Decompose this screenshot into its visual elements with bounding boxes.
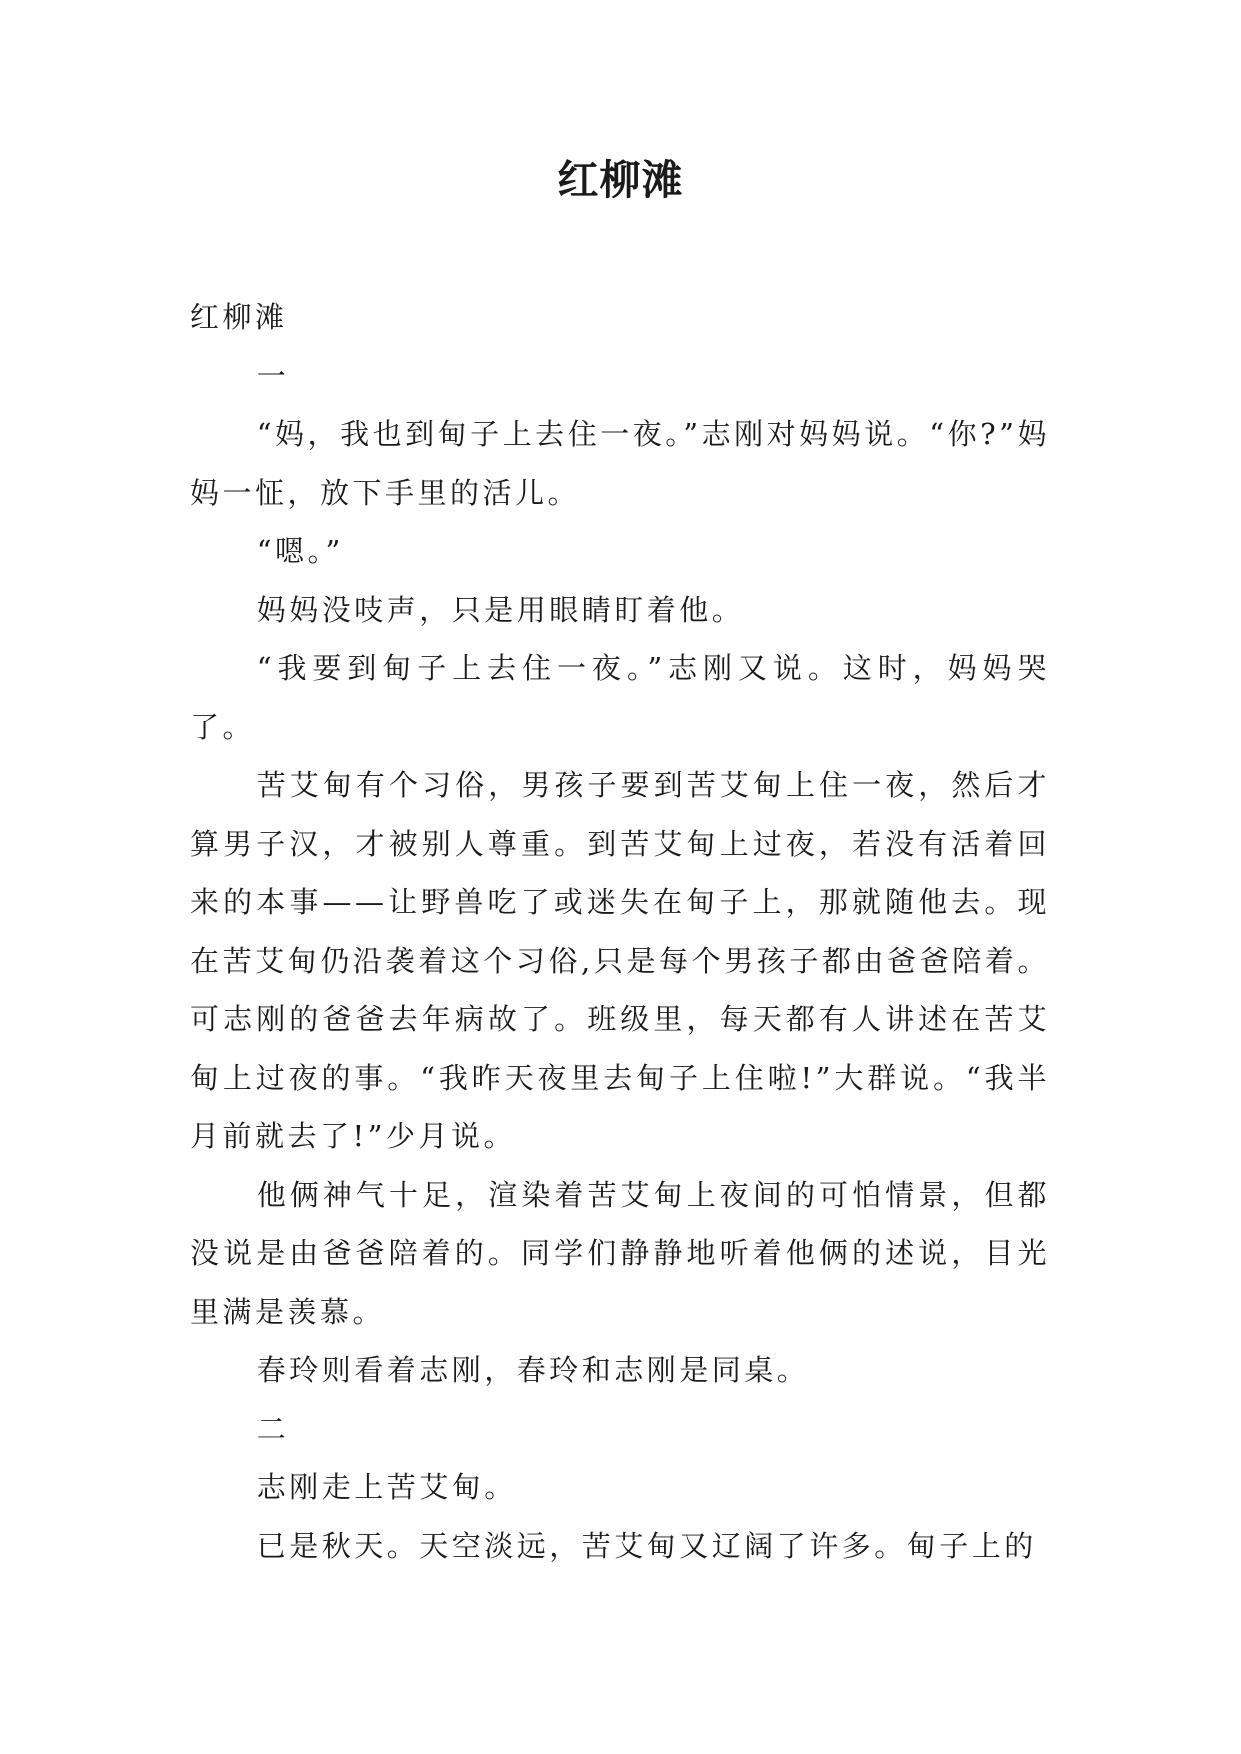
paragraph: 已是秋天。天空淡远，苦艾甸又辽阔了许多。甸子上的	[256, 1528, 1037, 1563]
subtitle-paragraph: 红柳滩	[190, 300, 288, 334]
paragraph: “嗯。”	[256, 534, 344, 568]
paragraph: 妈妈没吱声，只是用眼睛盯着他。	[256, 592, 745, 627]
paragraph: “妈，我也到甸子上去住一夜。”志刚对妈妈说。“你?”妈妈一怔，放下手里的活儿。	[190, 417, 1050, 510]
document-body	[190, 288, 1050, 1575]
section-number: 一	[256, 358, 290, 393]
paragraph: 他俩神气十足，渲染着苦艾甸上夜间的可怕情景，但都没说是由爸爸陪着的。同学们静静地听着他俩的述说，目光里满是羡慕。	[190, 1177, 1050, 1329]
section-number: 二	[256, 1411, 290, 1446]
page-title: 红柳滩	[557, 156, 684, 204]
paragraph: 苦艾甸有个习俗，男孩子要到苦艾甸上住一夜，然后才算男子汉，才被别人尊重。到苦艾甸上过夜，若没有活着回来的本事——让野兽吃了或迷失在甸子上，那就随他去。现在苦艾甸仍沿袭着这个习俗,只是每个男孩子都由爸爸陪着。可志刚的爸爸去年病故了。班级里，每天都有人讲述在苦艾甸上过夜的事。“我昨天夜里去甸子上住啦!”大群说。“我半月前就去了!”少月说。	[190, 768, 1050, 1153]
paragraph: 春玲则看着志刚，春玲和志刚是同桌。	[256, 1353, 810, 1387]
paragraph: 志刚走上苦艾甸。	[256, 1470, 517, 1504]
paragraph: “我要到甸子上去住一夜。”志刚又说。这时，妈妈哭了。	[190, 651, 1050, 744]
